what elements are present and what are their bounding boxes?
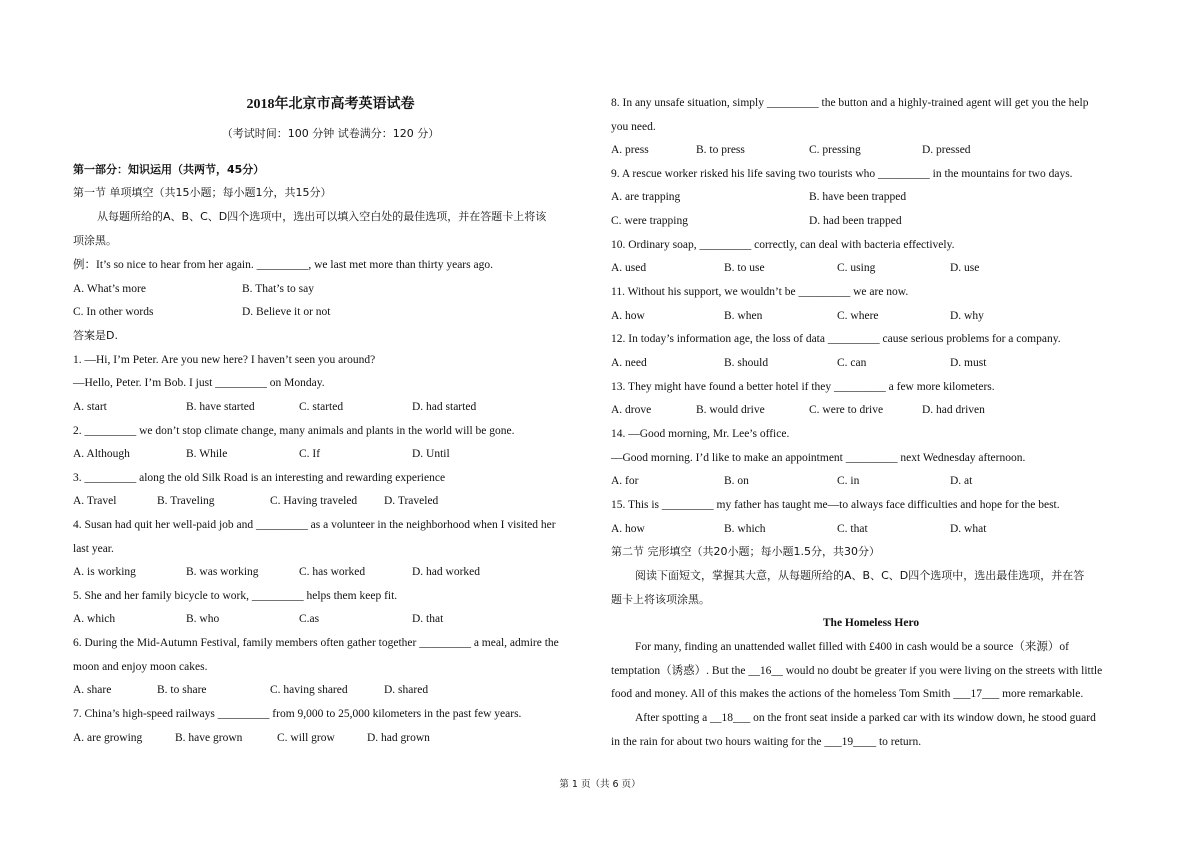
part1-heading: 第一部分：知识运用（共两节，45分） [73,163,265,176]
example-option: B. That’s to say [242,283,314,295]
option: C. were trapping [611,215,688,227]
option: A. share [73,684,112,696]
question-line: 9. A rescue worker risked his life saving two tourists who _________ in the mountains for two days. [611,168,1073,180]
option: D. that [412,613,444,625]
option: C. If [299,448,321,460]
option: C. having shared [270,684,348,696]
option: B. have been trapped [809,191,907,203]
option: A. are growing [73,732,143,744]
passage-line: For many, finding an unattended wallet filled with £400 in cash would be a source（来源）of [635,641,1069,653]
option: D. use [950,262,980,274]
option: A. start [73,401,107,413]
question-line: 5. She and her family bicycle to work, _________ helps them keep fit. [73,590,398,602]
question-line: 14. —Good morning, Mr. Lee’s office. [611,428,790,440]
section1-heading: 第一节 单项填空（共15小题；每小题1分，共15分） [73,186,332,199]
option: D. had grown [367,732,430,744]
question-line: 1. —Hi, I’m Peter. Are you new here? I haven’t seen you around? [73,354,376,366]
option: B. should [724,357,769,369]
example-option: A. What’s more [73,283,146,295]
option: D. why [950,310,984,322]
option: C. using [837,262,876,274]
question-line: 11. Without his support, we wouldn’t be _________ we are now. [611,286,909,298]
option: C. has worked [299,566,366,578]
option: B. to share [157,684,207,696]
option: C. Having traveled [270,495,358,507]
option: A. how [611,310,645,322]
example-question: 例：It’s so nice to hear from her again. _________, we last met more than thirty years ago. [73,259,493,271]
option: A. for [611,475,639,487]
option: C. that [837,523,868,535]
option: B. who [186,613,220,625]
option: B. to press [696,144,745,156]
option: C. will grow [277,732,335,744]
option: B. Traveling [157,495,215,507]
example-option: C. In other words [73,306,154,318]
instruction-line-1: 从每题所给的A、B、C、D四个选项中，选出可以填入空白处的最佳选项，并在答题卡上将该 [97,210,547,223]
option: A. is working [73,566,136,578]
question-line: 6. During the Mid-Autumn Festival, family members often gather together _________ a meal, admire the [73,637,559,649]
option: A. press [611,144,649,156]
option: D. had worked [412,566,481,578]
option: C. were to drive [809,404,884,416]
option: A. need [611,357,647,369]
passage-line: food and money. All of this makes the actions of the homeless Tom Smith ___17___ more remarkable. [611,688,1084,700]
question-line: 15. This is _________ my father has taught me—to always face difficulties and hope for the best. [611,499,1060,511]
question-line: 4. Susan had quit her well-paid job and _________ as a volunteer in the neighborhood when I visited her [73,519,556,531]
option: A. Travel [73,495,117,507]
option: D. must [950,357,987,369]
section2-instruction-1: 阅读下面短文，掌握其大意，从每题所给的A、B、C、D四个选项中，选出最佳选项，并在答 [635,569,1085,582]
option: D. Traveled [384,495,439,507]
option: A. how [611,523,645,535]
option: C. in [837,475,860,487]
question-line: 7. China’s high-speed railways _________ from 9,000 to 25,000 kilometers in the past few years. [73,708,522,720]
option: C. pressing [809,144,861,156]
example-option: D. Believe it or not [242,306,331,318]
question-line: 12. In today’s information age, the loss of data _________ cause serious problems for a company. [611,333,1061,345]
example-answer: 答案是D. [73,329,118,342]
option: D. shared [384,684,429,696]
section2-instruction-2: 题卡上将该项涂黑。 [611,593,710,606]
option: D. pressed [922,144,971,156]
option: A. used [611,262,647,274]
option: D. had driven [922,404,985,416]
option: D. Until [412,448,450,460]
passage-title: The Homeless Hero [822,617,920,629]
passage-line: After spotting a __18___ on the front seat inside a parked car with its window down, he stood guard [635,712,1096,724]
question-line: last year. [73,543,114,555]
option: A. are trapping [611,191,681,203]
option: B. have grown [175,732,243,744]
option: C. started [299,401,344,413]
option: B. While [186,448,228,460]
option: B. have started [186,401,255,413]
passage-line: temptation（诱惑）. But the __16__ would no doubt be greater if you were living on the streets with little [611,665,1103,677]
option: C. where [837,310,879,322]
option: B. which [724,523,766,535]
question-line: 2. _________ we don’t stop climate change, many animals and plants in the world will be gone. [73,425,515,437]
question-line: moon and enjoy moon cakes. [73,661,208,673]
question-line: —Hello, Peter. I’m Bob. I just _________ on Monday. [73,377,325,389]
passage-line: in the rain for about two hours waiting for the ___19____ to return. [611,736,922,748]
exam-subtitle: （考试时间：100 分钟 试卷满分：120 分） [221,127,440,140]
option: B. on [724,475,749,487]
page-footer: 第 1 页（共 6 页） [559,779,641,790]
option: A. which [73,613,116,625]
question-line: you need. [611,121,656,133]
option: A. drove [611,404,652,416]
instruction-line-2: 项涂黑。 [73,234,117,247]
option: D. what [950,523,987,535]
question-line: 10. Ordinary soap, _________ correctly, can deal with bacteria effectively. [611,239,955,251]
option: A. Although [73,448,130,460]
option: B. when [724,310,763,322]
option: C. can [837,357,867,369]
question-line: 8. In any unsafe situation, simply _________ the button and a highly-trained agent will get you the help [611,97,1089,109]
option: B. to use [724,262,765,274]
option: B. was working [186,566,259,578]
section2-heading: 第二节 完形填空（共20小题；每小题1.5分，共30分） [611,545,880,558]
option: D. had been trapped [809,215,902,227]
question-line: 3. _________ along the old Silk Road is an interesting and rewarding experience [73,472,446,484]
option: D. at [950,475,973,487]
question-line: —Good morning. I’d like to make an appointment _________ next Wednesday afternoon. [611,452,1026,464]
option: B. would drive [696,404,765,416]
question-line: 13. They might have found a better hotel if they _________ a few more kilometers. [611,381,995,393]
page-title: 2018年北京市高考英语试卷 [246,97,415,112]
option: C.as [299,613,320,625]
option: D. had started [412,401,477,413]
